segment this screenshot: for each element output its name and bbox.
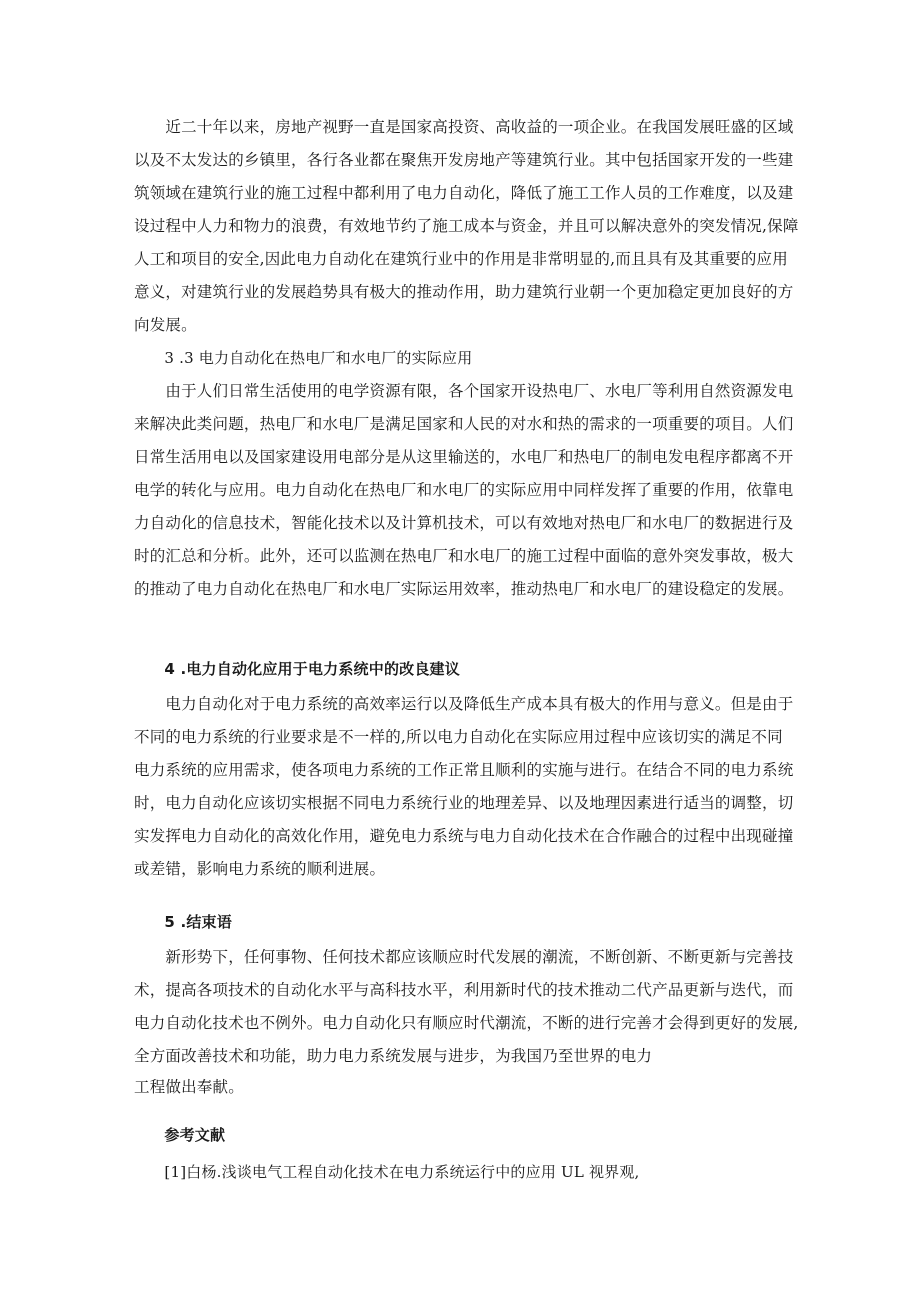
section-title: 4 .电力自动化应用于电力系统中的改良建议	[134, 660, 460, 678]
paragraph-line: 电力系统的应用需求，使各项电力系统的工作正常且顺利的实施与进行。在结合不同的电力系统	[134, 761, 794, 779]
paragraph-line: 由于人们日常生活使用的电学资源有限，各个国家开设热电厂、水电厂等利用自然资源发电	[134, 382, 794, 400]
paragraph-line: 以及不太发达的乡镇里，各行各业都在聚焦开发房地产等建筑行业。其中包括国家开发的一些建	[134, 151, 794, 169]
paragraph-line: 电力自动化技术也不例外。电力自动化只有顺应时代潮流，不断的进行完善才会得到更好的发展,	[134, 1014, 799, 1032]
paragraph-line: 电学的转化与应用。电力自动化在热电厂和水电厂的实际应用中同样发挥了重要的作用，依靠电	[134, 481, 794, 499]
section-heading-3-3	[134, 342, 792, 375]
paragraph-line: 时的汇总和分析。此外，还可以监测在热电厂和水电厂的施工过程中面临的意外突发事故，极大	[134, 547, 794, 565]
paragraph-line: 电力自动化对于电力系统的高效率运行以及降低生产成本具有极大的作用与意义。但是由于	[134, 695, 794, 713]
paragraph-power-plants	[134, 375, 792, 606]
paragraph-line: 来解决此类问题，热电厂和水电厂是满足国家和人民的对水和热的需求的一项重要的项目。人们	[134, 415, 794, 433]
paragraph-improvement	[134, 688, 792, 886]
paragraph-line: 术，提高各项技术的自动化水平与高科技水平，利用新时代的技术推动二代产品更新与迭代，而	[134, 981, 794, 999]
paragraph-line: 全方面改善技术和功能，助力电力系统发展与进步，为我国乃至世界的电力	[134, 1047, 653, 1065]
paragraph-line: 近二十年以来，房地产视野一直是国家高投资、高收益的一项企业。在我国发展旺盛的区域	[134, 118, 794, 136]
references-heading	[134, 1119, 792, 1152]
paragraph-line: 新形势下，任何事物、任何技术都应该顺应时代发展的潮流，不断创新、不断更新与完善技	[134, 948, 794, 966]
section-title: 3 .3 电力自动化在热电厂和水电厂的实际应用	[134, 349, 473, 367]
section-title: 参考文献	[134, 1126, 226, 1144]
paragraph-line: 向发展。	[134, 316, 197, 334]
paragraph-line: 工程做出奉献。	[134, 1078, 244, 1096]
paragraph-line: 力自动化的信息技术，智能化技术以及计算机技术，可以有效地对热电厂和水电厂的数据进行及	[134, 514, 794, 532]
paragraph-conclusion	[134, 941, 799, 1101]
paragraph-line: 意义，对建筑行业的发展趋势具有极大的推动作用，助力建筑行业朝一个更加稳定更加良好的方	[134, 283, 794, 301]
section-heading-5	[134, 906, 792, 939]
reference-item: [1]白杨.浅谈电气工程自动化技术在电力系统运行中的应用 UL 视界观,	[134, 1163, 640, 1181]
paragraph-line: 时，电力自动化应该切实根据不同电力系统行业的地理差异、以及地理因素进行适当的调整，切	[134, 794, 794, 812]
paragraph-real-estate	[134, 111, 799, 342]
paragraph-line: 设过程中人力和物力的浪费，有效地节约了施工成本与资金，并且可以解决意外的突发情况,保障	[134, 217, 799, 235]
paragraph-line: 不同的电力系统的行业要求是不一样的,所以电力自动化在实际应用过程中应该切实的满足不同	[134, 728, 783, 746]
paragraph-line: 的推动了电力自动化在热电厂和水电厂实际运用效率，推动热电厂和水电厂的建设稳定的发展。	[134, 580, 794, 598]
paragraph-line: 实发挥电力自动化的高效化作用，避免电力系统与电力自动化技术在合作融合的过程中出现碰撞	[134, 827, 794, 845]
paragraph-line: 或差错，影响电力系统的顺利进展。	[134, 860, 386, 878]
paragraph-line: 筑领域在建筑行业的施工过程中都利用了电力自动化，降低了施工工作人员的工作难度，以及建	[134, 184, 794, 202]
paragraph-line: 日常生活用电以及国家建设用电部分是从这里输送的，水电厂和热电厂的制电发电程序都离不开	[134, 448, 794, 466]
paragraph-line: 人工和项目的安全,因此电力自动化在建筑行业中的作用是非常明显的,而且具有及其重要的应用	[134, 250, 788, 268]
section-title: 5 .结束语	[134, 913, 232, 931]
references-list	[134, 1156, 792, 1189]
section-heading-4	[134, 653, 792, 686]
